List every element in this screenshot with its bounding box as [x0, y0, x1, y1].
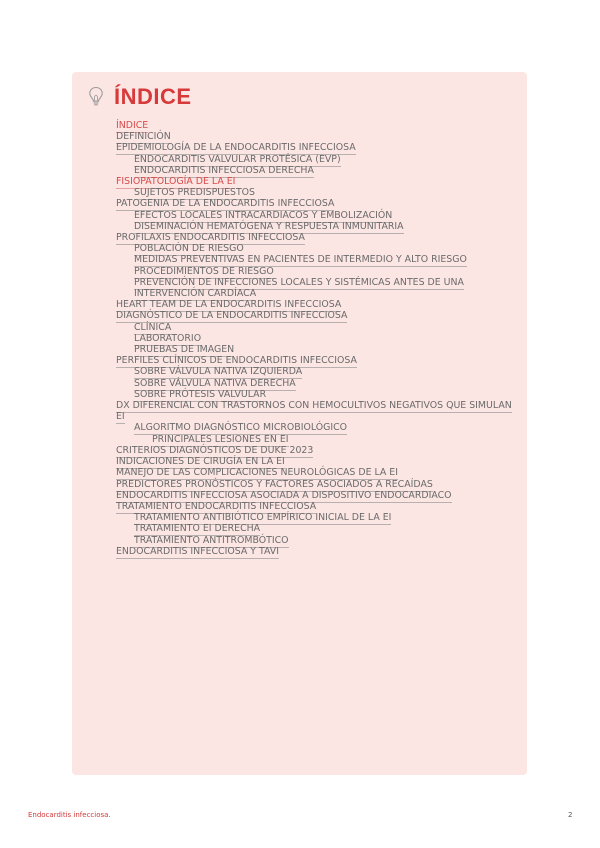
- toc-link[interactable]: PROFILAXIS ENDOCARDITIS INFECCIOSA: [116, 232, 305, 244]
- toc-item: [116, 501, 516, 512]
- toc-link[interactable]: EPIDEMIOLOGÍA DE LA ENDOCARDITIS INFECCIOSA: [116, 142, 356, 154]
- toc-item: [116, 422, 516, 433]
- toc-item: [116, 243, 516, 254]
- toc-item: [116, 131, 516, 142]
- toc-link[interactable]: TRATAMIENTO EI DERECHA: [134, 523, 261, 535]
- toc-link[interactable]: TRATAMIENTO ENDOCARDITIS INFECCIOSA: [116, 500, 317, 512]
- toc-link[interactable]: SOBRE VÁLVULA NATIVA IZQUIERDA: [134, 366, 303, 378]
- toc-item: [116, 445, 516, 456]
- toc-link[interactable]: DIAGNÓSTICO DE LA ENDOCARDITIS INFECCIOSA: [116, 310, 348, 322]
- toc-link[interactable]: LABORATORIO: [134, 332, 202, 344]
- toc-link[interactable]: DISEMINACIÓN HEMATÓGENA Y RESPUESTA INMUNITARIA: [134, 220, 404, 232]
- toc-link[interactable]: PROCEDIMIENTOS DE RIESGO: [134, 265, 274, 277]
- toc-item: [116, 512, 516, 523]
- toc-link[interactable]: ENDOCARDITIS INFECCIOSA Y TAVI: [116, 545, 279, 557]
- toc-item: [116, 366, 516, 377]
- toc-item: [116, 467, 516, 478]
- toc-item: [116, 266, 516, 277]
- footer-page-number: 2: [568, 811, 573, 819]
- index-header: [88, 84, 192, 110]
- table-of-contents: [116, 120, 516, 557]
- toc-link[interactable]: SOBRE VÁLVULA NATIVA DERECHA: [134, 377, 296, 389]
- toc-link[interactable]: PREDICTORES PRONÓSTICOS Y FACTORES ASOCIADOS A RECAÍDAS: [116, 478, 433, 490]
- toc-item: [116, 546, 516, 557]
- toc-link[interactable]: CLÍNICA: [134, 321, 172, 333]
- toc-link[interactable]: FISIOPATOLOGÍA DE LA EI: [116, 176, 236, 188]
- toc-item: [116, 142, 516, 153]
- toc-link[interactable]: DEFINICIÓN: [116, 131, 171, 143]
- toc-item: [116, 490, 516, 501]
- index-panel: [72, 72, 527, 775]
- toc-item: [116, 378, 516, 389]
- toc-item: [116, 277, 516, 299]
- toc-link[interactable]: EFECTOS LOCALES INTRACARDIACOS Y EMBOLIZACIÓN: [134, 209, 393, 221]
- toc-item: [116, 355, 516, 366]
- toc-link[interactable]: DX DIFERENCIAL CON TRASTORNOS CON HEMOCULTIVOS NEGATIVOS QUE SIMULAN EI: [116, 400, 512, 423]
- footer-document-title: Endocarditis infecciosa.: [28, 811, 111, 819]
- toc-link[interactable]: TRATAMIENTO ANTIBIÓTICO EMPÍRICO INICIAL DE LA EI: [134, 512, 392, 524]
- toc-link[interactable]: MANEJO DE LAS COMPLICACIONES NEUROLÓGICAS DE LA EI: [116, 467, 398, 479]
- toc-item: [116, 535, 516, 546]
- toc-link[interactable]: ENDOCARDITIS INFECCIOSA ASOCIADA A DISPOSITIVO ENDOCARDIACO: [116, 489, 452, 501]
- toc-link[interactable]: TRATAMIENTO ANTITROMBÓTICO: [134, 534, 289, 546]
- index-title: ÍNDICE: [114, 84, 192, 109]
- toc-item: [116, 322, 516, 333]
- toc-item: [116, 434, 516, 445]
- toc-item: [116, 187, 516, 198]
- toc-item: [116, 198, 516, 209]
- toc-link[interactable]: ÍNDICE: [116, 120, 149, 131]
- toc-link[interactable]: MEDIDAS PREVENTIVAS EN PACIENTES DE INTERMEDIO Y ALTO RIESGO: [134, 254, 467, 266]
- lightbulb-icon: [88, 86, 104, 108]
- toc-link[interactable]: POBLACIÓN DE RIESGO: [134, 243, 244, 255]
- toc-item: [116, 333, 516, 344]
- toc-link[interactable]: PREVENCIÓN DE INFECCIONES LOCALES Y SISTÉMICAS ANTES DE UNA INTERVENCIÓN CARDÍACA: [134, 276, 464, 300]
- toc-item: [116, 299, 516, 310]
- toc-item: [116, 400, 516, 422]
- toc-item: [116, 310, 516, 321]
- toc-item: [116, 176, 516, 187]
- toc-item: [116, 154, 516, 165]
- toc-item: [116, 254, 516, 265]
- toc-link[interactable]: HEART TEAM DE LA ENDOCARDITIS INFECCIOSA: [116, 299, 342, 311]
- toc-link[interactable]: ALGORITMO DIAGNÓSTICO MICROBIOLÓGICO: [134, 422, 348, 434]
- toc-link[interactable]: SUJETOS PREDISPUESTOS: [134, 187, 256, 199]
- toc-link[interactable]: ENDOCARDITIS VALVULAR PROTÉSICA (EVP): [134, 153, 341, 165]
- toc-item: [116, 221, 516, 232]
- toc-item: [116, 210, 516, 221]
- toc-link[interactable]: INDICACIONES DE CIRUGÍA EN LA EI: [116, 456, 285, 468]
- toc-link[interactable]: PATOGENIA DE LA ENDOCARDITIS INFECCIOSA: [116, 198, 335, 210]
- toc-link[interactable]: PRINCIPALES LESIONES EN EI: [152, 433, 289, 445]
- toc-link[interactable]: PRUEBAS DE IMAGEN: [134, 344, 235, 356]
- toc-item: [116, 389, 516, 400]
- toc-item: [116, 456, 516, 467]
- toc-item: [116, 479, 516, 490]
- toc-item: [116, 120, 516, 131]
- toc-item: [116, 344, 516, 355]
- toc-link[interactable]: ENDOCARDITIS INFECCIOSA DERECHA: [134, 164, 314, 176]
- toc-link[interactable]: SOBRE PRÓTESIS VALVULAR: [134, 388, 267, 400]
- toc-link[interactable]: CRITERIOS DIAGNÓSTICOS DE DUKE 2023: [116, 444, 314, 456]
- toc-link[interactable]: PERFILES CLÍNICOS DE ENDOCARDITIS INFECCIOSA: [116, 355, 357, 367]
